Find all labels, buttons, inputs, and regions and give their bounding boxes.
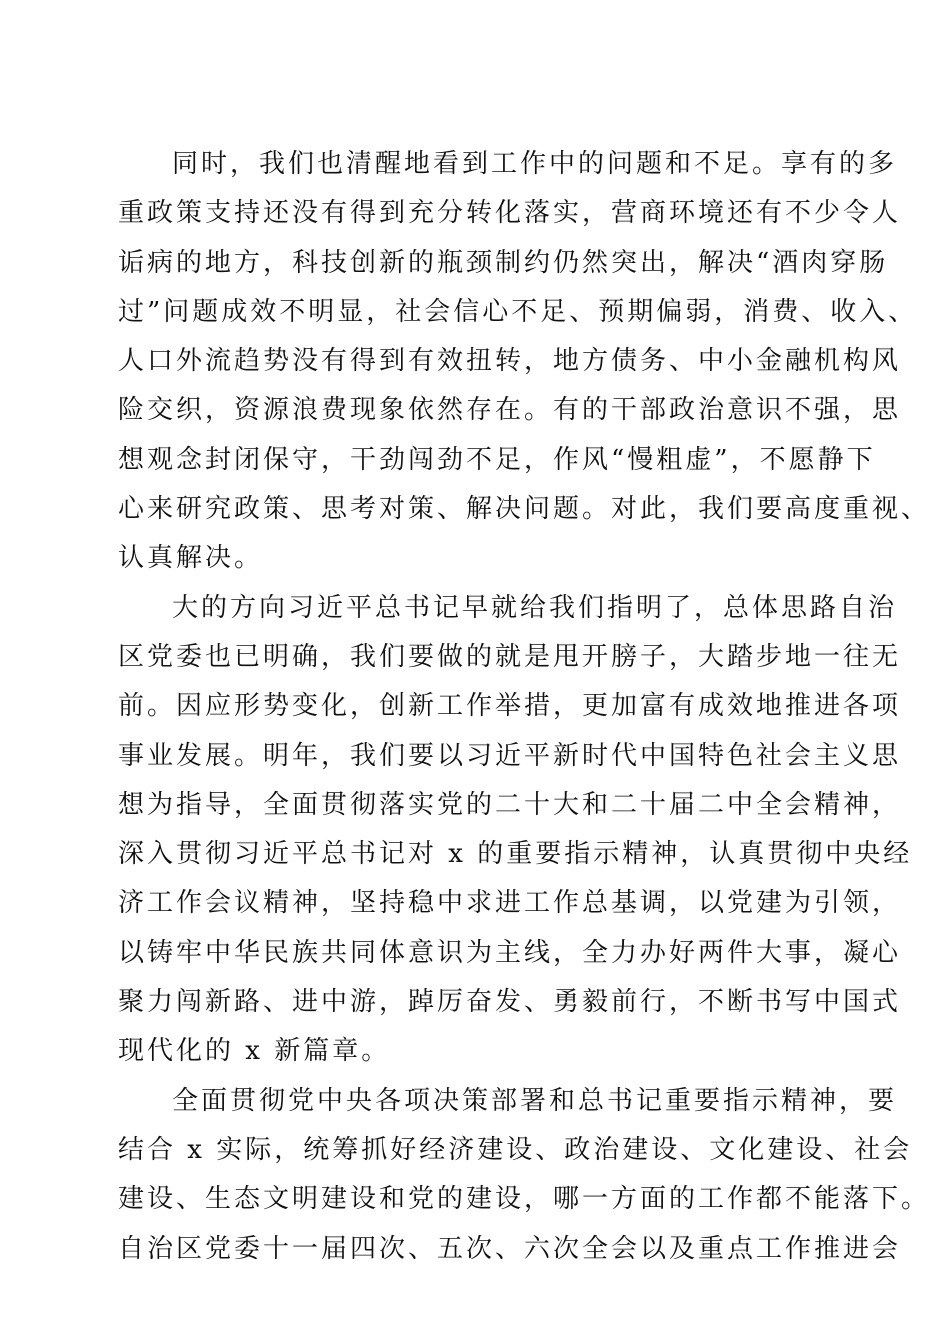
text-line: 区党委也已明确，我们要做的就是甩开膀子，大踏步地一往无	[118, 641, 902, 672]
text-line: 以铸牢中华民族共同体意识为主线，全力办好两件大事，凝心	[118, 937, 902, 968]
text-line: 同时，我们也清醒地看到工作中的问题和不足。享有的多	[172, 149, 898, 179]
text-line: 诟病的地方，科技创新的瓶颈制约仍然突出，解决“酒肉穿肠	[118, 247, 889, 278]
text-line: 认真解决。	[118, 543, 264, 574]
paragraph-1	[118, 140, 931, 584]
text-line: 全面贯彻党中央各项决策部署和总书记重要指示精神，要	[172, 1085, 898, 1116]
text-line: 想观念封闭保守，干劲闯劲不足，作风“慢粗虚”，不愿静下	[118, 444, 876, 475]
text-line: 事业发展。明年，我们要以习近平新时代中国特色社会主义思	[118, 740, 902, 771]
text-line: 建设、生态文明建设和党的建设，哪一方面的工作都不能落下。	[118, 1184, 931, 1215]
text-line: 重政策支持还没有得到充分转化落实，营商环境还有不少令人	[118, 198, 902, 229]
text-line: 大的方向习近平总书记早就给我们指明了，总体思路自治	[172, 592, 898, 623]
body-text	[118, 140, 931, 1274]
paragraph-3	[118, 1077, 931, 1274]
text-line: 前。因应形势变化，创新工作举措，更加富有成效地推进各项	[118, 691, 902, 722]
text-line: 深入贯彻习近平总书记对 x 的重要指示精神，认真贯彻中央经	[118, 839, 913, 870]
text-line: 心来研究政策、思考对策、解决问题。对此，我们要高度重视、	[118, 494, 931, 525]
text-line: 过”问题成效不明显，社会信心不足、预期偏弱，消费、收入、	[118, 296, 918, 327]
text-line: 济工作会议精神，坚持稳中求进工作总基调，以党建为引领，	[118, 888, 902, 919]
text-line: 结合 x 实际，统筹抓好经济建设、政治建设、文化建设、社会	[118, 1134, 913, 1165]
text-line: 险交织，资源浪费现象依然存在。有的干部政治意识不强，思	[118, 395, 902, 426]
paragraph-2	[118, 584, 913, 1077]
text-line: 人口外流趋势没有得到有效扭转，地方债务、中小金融机构风	[118, 346, 902, 377]
text-line: 想为指导，全面贯彻落实党的二十大和二十届二中全会精神，	[118, 789, 902, 820]
text-line: 现代化的 x 新篇章。	[118, 1036, 391, 1067]
text-line: 自治区党委十一届四次、五次、六次全会以及重点工作推进会	[118, 1233, 902, 1264]
text-line: 聚力闯新路、进中游，踔厉奋发、勇毅前行，不断书写中国式	[118, 987, 902, 1018]
